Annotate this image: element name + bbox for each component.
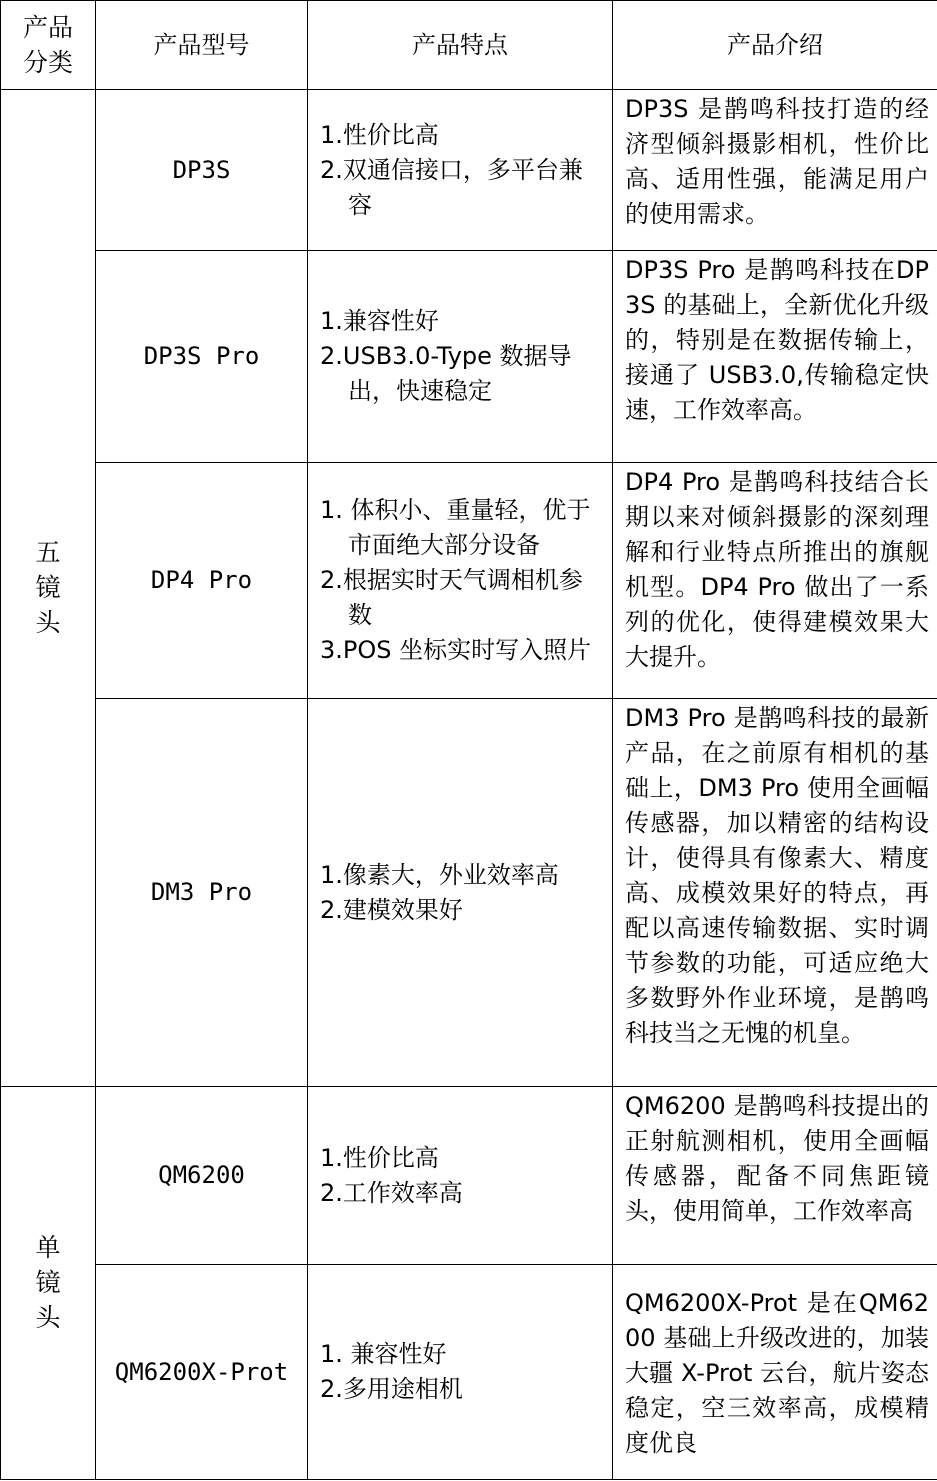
model-cell: DP4 Pro	[96, 463, 308, 699]
model-cell: QM6200	[96, 1087, 308, 1265]
category-cell	[1, 90, 96, 1087]
features-cell	[308, 1087, 613, 1265]
category-label: 五镜头	[35, 538, 61, 637]
feature-item: 3.POS 坐标实时写入照片	[320, 636, 592, 664]
feature-item: 1.像素大，外业效率高	[320, 860, 559, 889]
table-row	[1, 463, 937, 699]
description-cell: DP3S Pro 是鹊鸣科技在DP3S 的基础上，全新优化升级的，特别是在数据传输上，接通了 USB3.0,传输稳定快速，工作效率高。	[613, 251, 937, 463]
header-description: 产品介绍	[613, 1, 937, 90]
description-cell: DM3 Pro 是鹊鸣科技的最新产品，在之前原有相机的基础上，DM3 Pro 使用全画幅传感器，加以精密的结构设计，使得具有像素大、精度高、成模效果好的特点，再配以高速传输数据、实时调节参数的功能，可适应绝大多数野外作业环境，是鹊鸣科技当之无愧的机皇。	[613, 699, 937, 1087]
table-row	[1, 90, 937, 251]
category-cell	[1, 1087, 96, 1480]
features-cell	[308, 1265, 613, 1480]
feature-item: 2.建模效果好	[320, 895, 463, 924]
feature-item: 2.工作效率高	[320, 1178, 463, 1207]
table-row	[1, 1087, 937, 1265]
model-cell: DM3 Pro	[96, 699, 308, 1087]
features-cell	[308, 699, 613, 1087]
features-cell	[308, 251, 613, 463]
header-model: 产品型号	[96, 1, 308, 90]
model-cell: DP3S	[96, 90, 308, 251]
table-row	[1, 699, 937, 1087]
category-label: 单镜头	[35, 1233, 61, 1332]
header-category: 产品分类	[1, 1, 96, 90]
feature-item: 1.性价比高	[320, 120, 439, 149]
model-cell: QM6200X-Prot	[96, 1265, 308, 1480]
feature-item: 1.性价比高	[320, 1143, 439, 1172]
features-cell	[308, 463, 613, 699]
header-row	[1, 1, 937, 90]
description-cell: DP3S 是鹊鸣科技打造的经济型倾斜摄影相机，性价比高、适用性强，能满足用户的使用需求。	[613, 90, 937, 251]
model-cell: DP3S Pro	[96, 251, 308, 463]
feature-item: 1.兼容性好	[320, 307, 439, 335]
description-cell: DP4 Pro 是鹊鸣科技结合长期以来对倾斜摄影的深刻理解和行业特点所推出的旗舰机型。DP4 Pro 做出了一系列的优化，使得建模效果大大提升。	[613, 463, 937, 699]
feature-item: 2.USB3.0-Type 数据导出，快速稳定	[320, 342, 572, 405]
feature-item: 1. 兼容性好	[320, 1340, 447, 1368]
table-row	[1, 1265, 937, 1480]
table-row	[1, 251, 937, 463]
description-cell: QM6200X-Prot 是在QM6200 基础上升级改进的，加装大疆 X-Prot 云台，航片姿态稳定，空三效率高，成模精度优良	[613, 1265, 937, 1480]
description-cell: QM6200 是鹊鸣科技提出的正射航测相机，使用全画幅传感器，配备不同焦距镜头，使用简单，工作效率高	[613, 1087, 937, 1265]
feature-item: 2.双通信接口，多平台兼容	[320, 155, 583, 219]
feature-item: 2.多用途相机	[320, 1375, 463, 1403]
header-features: 产品特点	[308, 1, 613, 90]
feature-item: 2.根据实时天气调相机参数	[320, 566, 583, 629]
features-cell	[308, 90, 613, 251]
feature-item: 1. 体积小、重量轻，优于市面绝大部分设备	[320, 496, 591, 559]
